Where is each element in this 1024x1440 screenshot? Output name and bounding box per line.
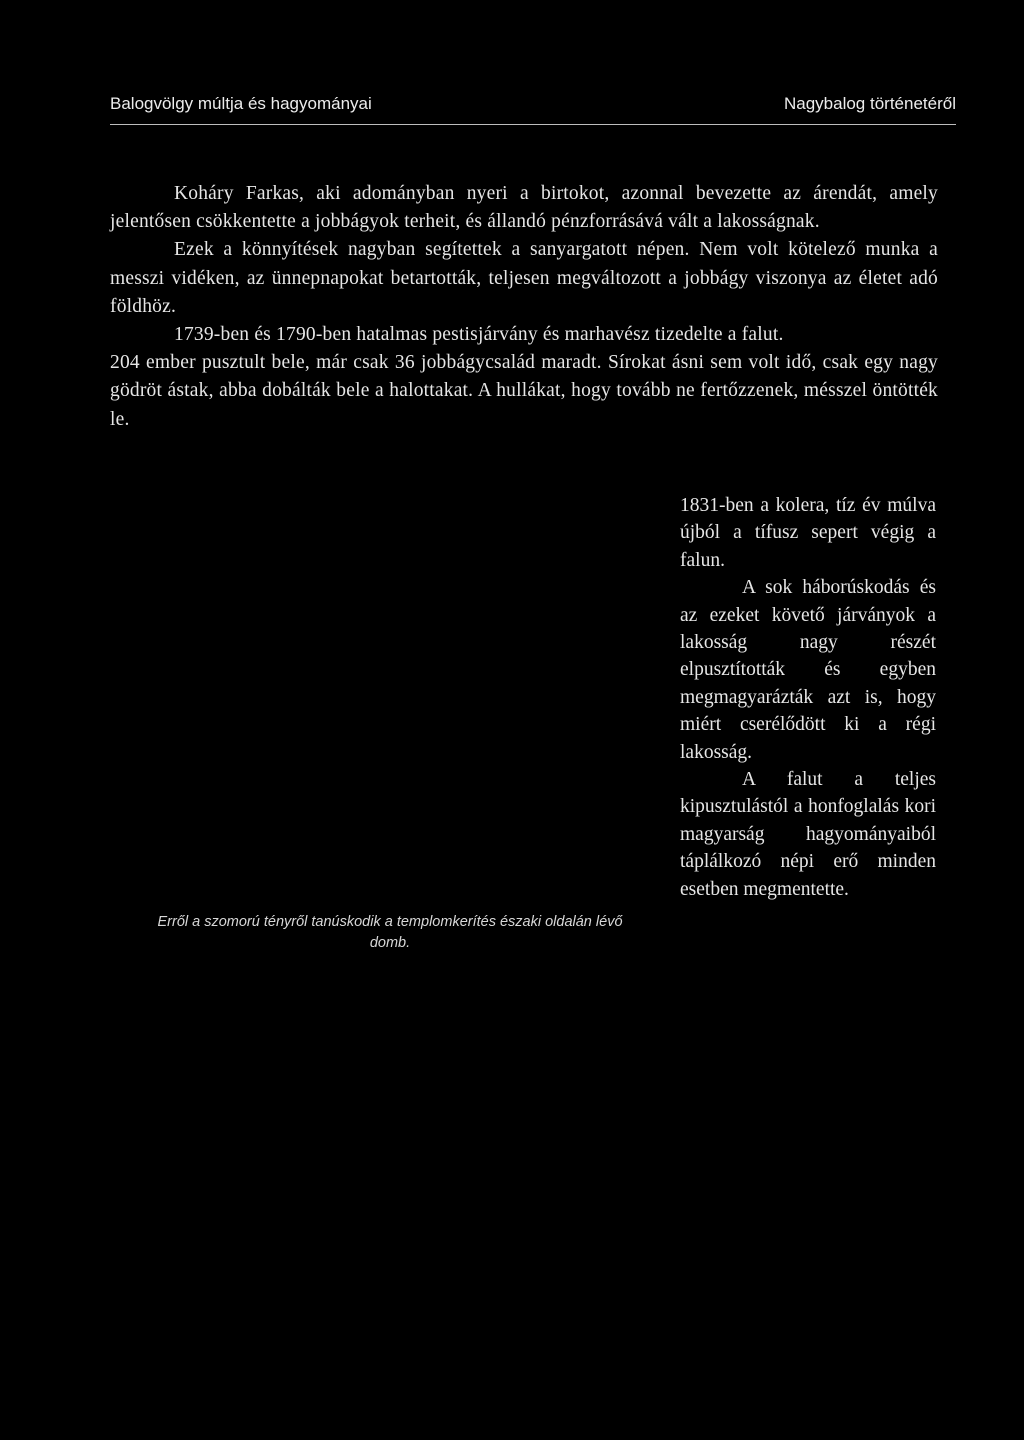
- main-paragraph: 204 ember pusztult bele, már csak 36 jobbágycsalád maradt. Sírokat ásni sem volt idő, csak egy nagy gödröt ástak, abba dobálták bele a halottakat. A hullákat, hogy tovább ne fertőzzenek, mésszel öntötték le.: [110, 352, 938, 430]
- running-header: [110, 94, 956, 118]
- figure-image-area: [110, 495, 650, 905]
- header-divider: [110, 124, 956, 125]
- main-paragraph: 1739-ben és 1790-ben hatalmas pestisjárvány és marhavész tizedelte a falut.: [174, 324, 784, 346]
- figure-caption: Erről a szomorú tényről tanúskodik a templomkerítés északi oldalán lévő domb.: [157, 914, 623, 951]
- header-book-title: Balogvölgy múltja és hagyományai: [110, 94, 372, 113]
- side-text-column: [680, 492, 936, 903]
- main-paragraph: Koháry Farkas, aki adományban nyeri a birtokot, azonnal bevezette az árendát, amely jelentősen csökkentette a jobbágyok terheit, és állandó pénzforrásává vált a lakosságnak.: [110, 183, 938, 233]
- main-text-block: [110, 180, 938, 434]
- side-paragraph: A sok háborúskodás és az ezeket követő járványok a lakosság nagy részét elpusztították és egyben megmagyarázták azt is, hogy miért cserélődött ki a régi lakosság.: [680, 577, 936, 763]
- side-paragraph: 1831-ben a kolera, tíz év múlva újból a tífusz sepert végig a falun.: [680, 495, 936, 571]
- header-chapter-title: Nagybalog történetéről: [783, 94, 956, 113]
- main-paragraph: Ezek a könnyítések nagyban segítettek a sanyargatott népen. Nem volt kötelező munka a messzi vidéken, az ünnepnapokat betartották, teljesen megváltozott a jobbágy viszonya az életet adó földhöz.: [110, 239, 938, 317]
- side-paragraph: A falut a teljes kipusztulástól a honfoglalás kori magyarság hagyományaiból táplálkozó népi erő minden esetben megmentette.: [680, 769, 936, 900]
